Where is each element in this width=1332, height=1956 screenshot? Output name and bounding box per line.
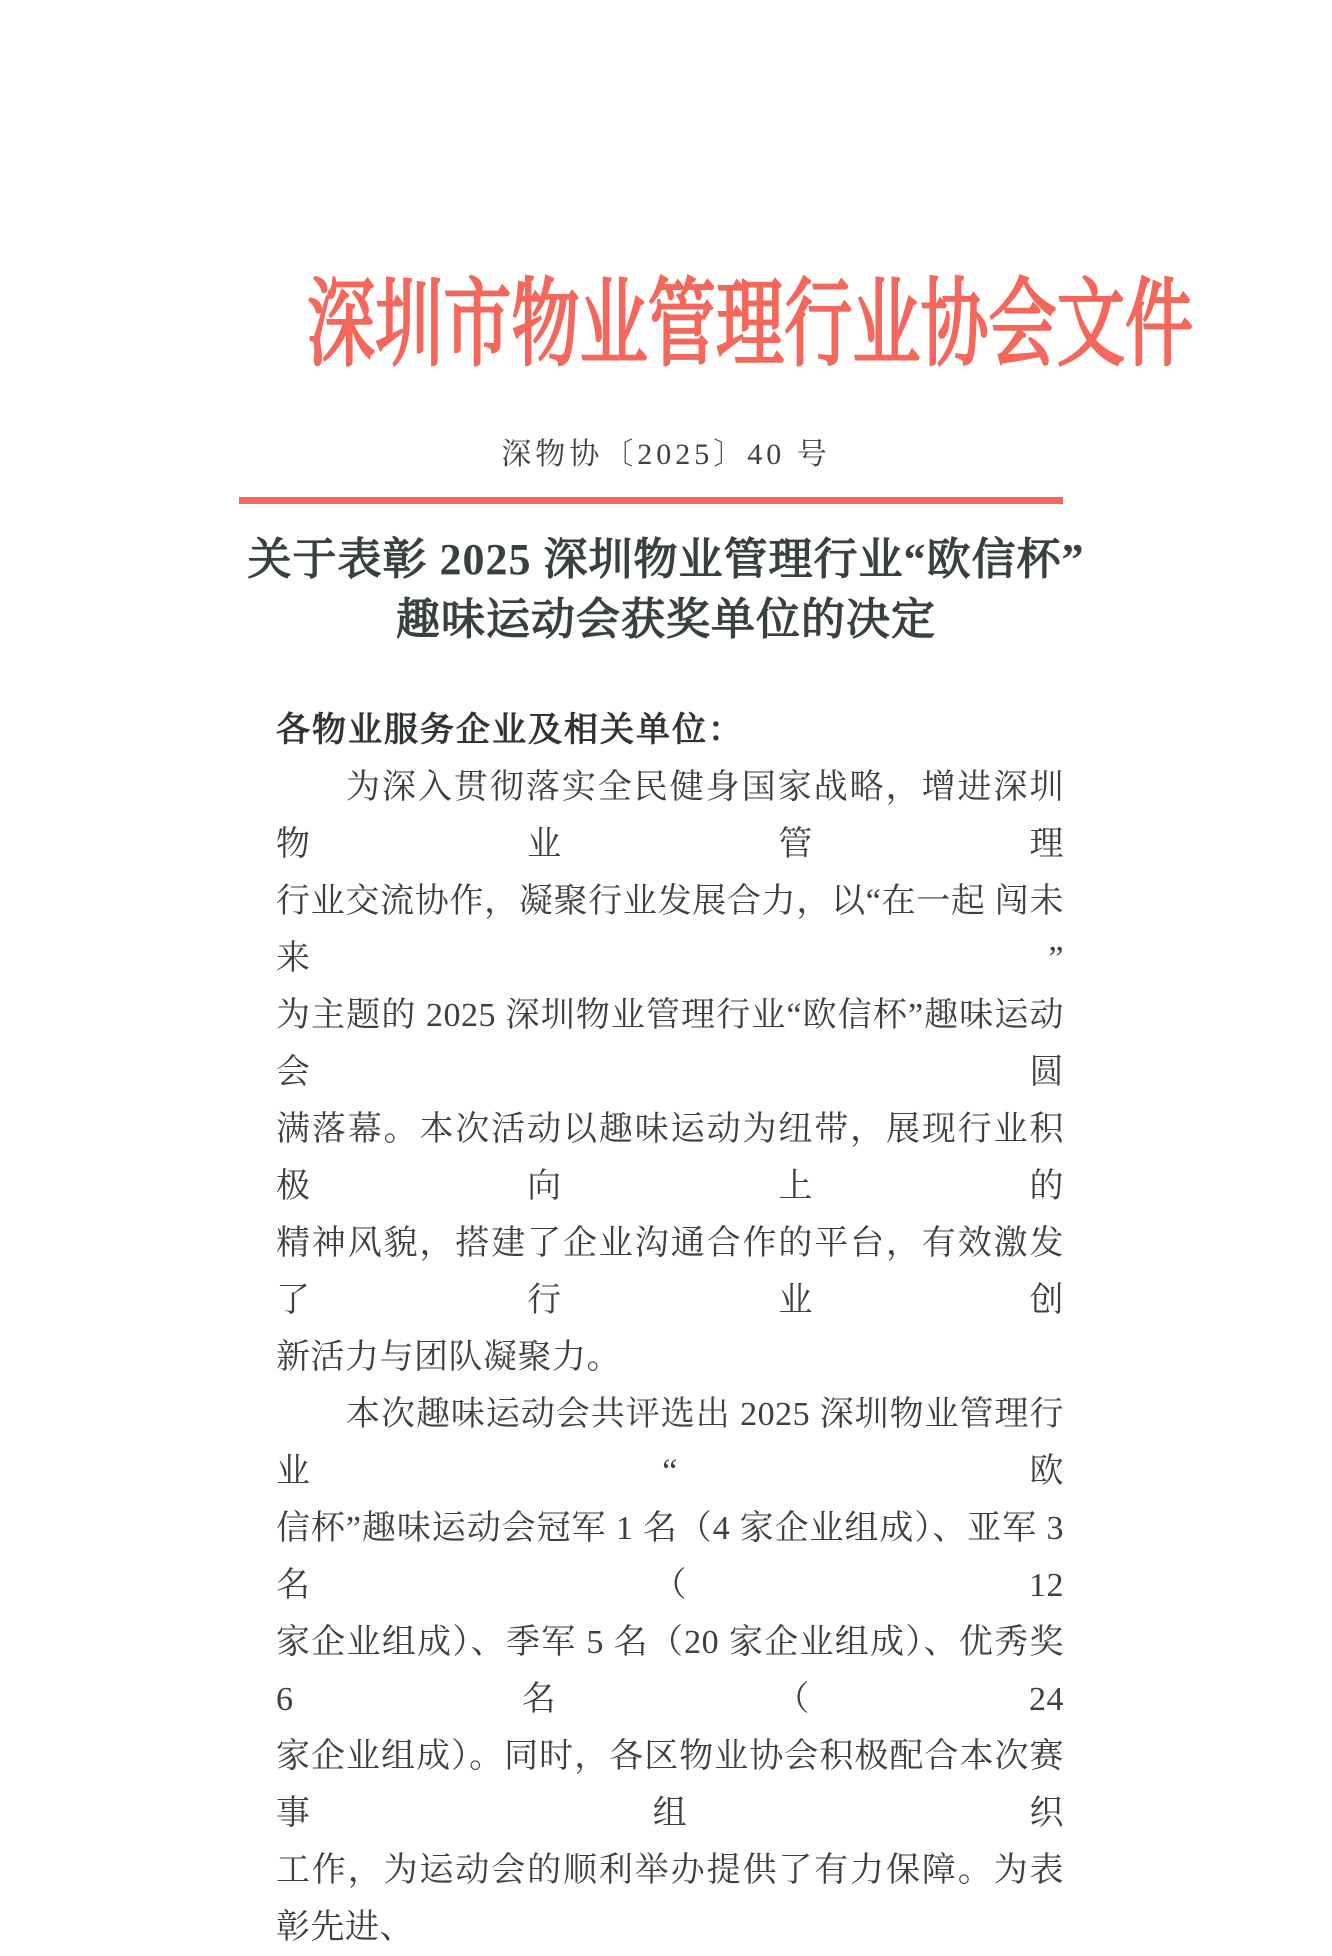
document-title-line-1: 关于表彰 2025 深圳物业管理行业“欧信杯” bbox=[247, 535, 1085, 584]
document-title-line-2: 趣味运动会获奖单位的决定 bbox=[396, 595, 936, 644]
body-line: 精神风貌，搭建了企业沟通合作的平台，有效激发了行业创 bbox=[276, 1225, 1064, 1319]
body-line: 新活力与团队凝聚力。 bbox=[276, 1339, 621, 1376]
body-line: 为深入贯彻落实全民健身国家战略，增进深圳物业管理 bbox=[276, 769, 1064, 863]
paragraph-1 bbox=[276, 759, 1064, 1386]
body-line: 为主题的 2025 深圳物业管理行业“欧信杯”趣味运动会圆 bbox=[276, 997, 1064, 1091]
body-line: 本次趣味运动会共评选出 2025 深圳物业管理行业“欧 bbox=[276, 1396, 1064, 1490]
body-line: 家企业组成）、季军 5 名（20 家企业组成）、优秀奖 6 名（24 bbox=[276, 1624, 1064, 1718]
body-line: 行业交流协作，凝聚行业发展合力，以“在一起 闯未来” bbox=[276, 883, 1064, 977]
salutation: 各物业服务企业及相关单位： bbox=[276, 712, 744, 749]
body-line: 满落幕。本次活动以趣味运动为纽带，展现行业积极向上的 bbox=[276, 1111, 1064, 1205]
body-line: 家企业组成）。同时，各区物业协会积极配合本次赛事组织 bbox=[276, 1738, 1064, 1832]
letterhead-title: 深圳市物业管理行业协会文件 bbox=[306, 271, 1194, 378]
doc-number: 深物协〔2025〕40 号 bbox=[501, 438, 831, 471]
document-title bbox=[126, 530, 1206, 650]
document-body bbox=[276, 702, 1064, 1956]
document-page bbox=[126, 262, 1206, 1946]
letterhead bbox=[126, 262, 1206, 387]
body-line: 工作，为运动会的顺利举办提供了有力保障。为表彰先进、 bbox=[276, 1852, 1064, 1946]
body-line: 信杯”趣味运动会冠军 1 名（4 家企业组成）、亚军 3 名（12 bbox=[276, 1510, 1064, 1604]
red-divider-line bbox=[239, 497, 1063, 504]
paragraph-2 bbox=[276, 1386, 1064, 1956]
